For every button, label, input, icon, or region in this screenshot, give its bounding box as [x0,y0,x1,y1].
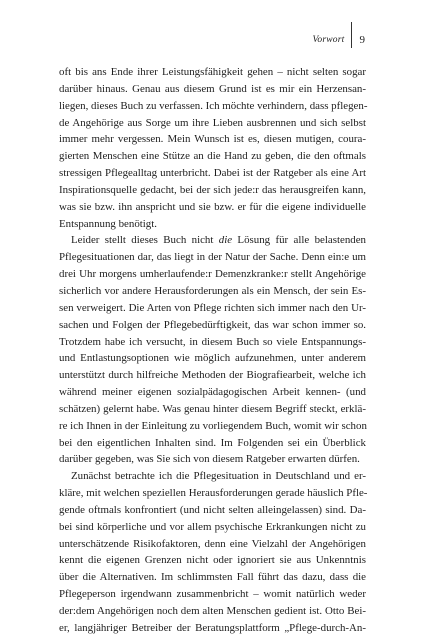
page-header [312,22,365,48]
page-number: 9 [359,34,365,46]
text-line: Pflegeperson irgendwann zusammenbricht – womit natürlich weder [59,588,366,601]
text-line: darüber hinaus. Genau aus diesem Grund ist es mir ein Herzensan- [59,82,366,95]
paragraph-3 [59,468,366,636]
text-line: immer mehr vergessen. Mein Wunsch ist es, diesen mutigen, coura- [59,133,366,146]
text-line: sen verweigert. Die Arten von Pflege richten sich immer nach den Ur- [59,301,366,314]
text-line: bei sind körperliche und vor allem psychische Erkrankungen nicht zu [59,520,366,533]
paragraph-1 [59,64,366,232]
text-line: de Angehörige aus Sorge um ihre Lieben ausbrennen und sich selbst [59,116,366,129]
text-line: Leider stellt dieses Buch nicht die Lösung für alle belastenden [71,234,366,247]
text-line: was sie bzw. ihn anspricht und sie bzw. er für die eigene individuelle [59,200,366,213]
text-line: Entspannung benötigt. [59,217,158,230]
text-line: stressigen Pflegealltag unterbricht. Dabei ist der Ratgeber als eine Art [59,167,366,180]
text-line: oft bis ans Ende ihrer Leistungsfähigkeit gehen – nicht selten sogar [59,66,366,78]
text-line: kläre, mit welchen speziellen Herausforderungen gerade häuslich Pfle- [59,487,368,500]
paragraph-2 [59,232,366,468]
text-line: unterstützt durch hilfreiche Methoden der Biografiearbeit, welche ich [59,369,366,382]
text-line: drei Uhr morgens umherlaufende:r Demenzkranke:r stellt Angehörige [59,268,366,281]
text-line: schätzen) gelernt habe. Was genau hinter diesem Begriff steckt, erklä- [59,402,366,415]
text-line: sachen und Folgen der Pflegebedürftigkeit, das war schon immer so. [59,318,366,331]
text-line: sicherlich vor andere Herausforderungen als ein Mensch, der sein Es- [59,284,366,297]
text-line: der:dem Angehörigen noch dem alten Menschen gedient ist. Otto Bei- [59,605,366,617]
text-line: re ich Ihnen in der Einleitung zu vorliegendem Buch, womit wir schon [59,419,367,432]
text-line: und Entlastungsoptionen wie möglich aufzunehmen, unter anderem [59,352,366,365]
running-head: Vorwort [312,35,345,45]
body-text [59,64,366,637]
text-line: gende oftmals konfrontiert (und nicht selten alleingelassen) sind. Da- [59,503,366,516]
text-line: er, langjähriger Betreiber der Beratungsplattform „Pflege-durch-An- [59,621,366,634]
text-line: unterschätzende Risikofaktoren, denn eine Vielzahl der Angehörigen [59,537,366,550]
text-line: bei den eigentlichen Inhalten sind. Im Folgenden sei ein Überblick [59,436,366,449]
text-line: Trotzdem habe ich versucht, in diesem Buch so viele Entspannungs- [59,335,366,348]
text-line: Inspirationsquelle gedacht, bei der sich jede:r das herausgreifen kann, [59,183,366,196]
text-line: Zunächst betrachte ich die Pflegesituation in Deutschland und er- [71,470,366,483]
text-line: liegen, dieses Buch zu verfassen. Ich möchte verhindern, dass pflegen- [59,99,368,112]
text-line: Pflegesituationen dar, das liegt in der Natur der Sache. Denn ein:e um [59,251,366,264]
text-line: gierten Menschen eine Stütze an die Hand zu geben, die den oftmals [59,150,366,163]
emphasis: die [218,234,233,247]
text-line: während meiner eigenen sozialpädagogischen Arbeit kennen- (und [59,386,366,399]
text-line: kennt die eigenen Grenzen nicht oder ignoriert sie aus Unkenntnis [59,554,366,567]
text-line: über die Alternativen. Im schlimmsten Fall führt das dazu, dass die [59,571,366,584]
text-line: darüber gegeben, was Sie sich von diesem Ratgeber erwarten dürfen. [59,453,360,466]
